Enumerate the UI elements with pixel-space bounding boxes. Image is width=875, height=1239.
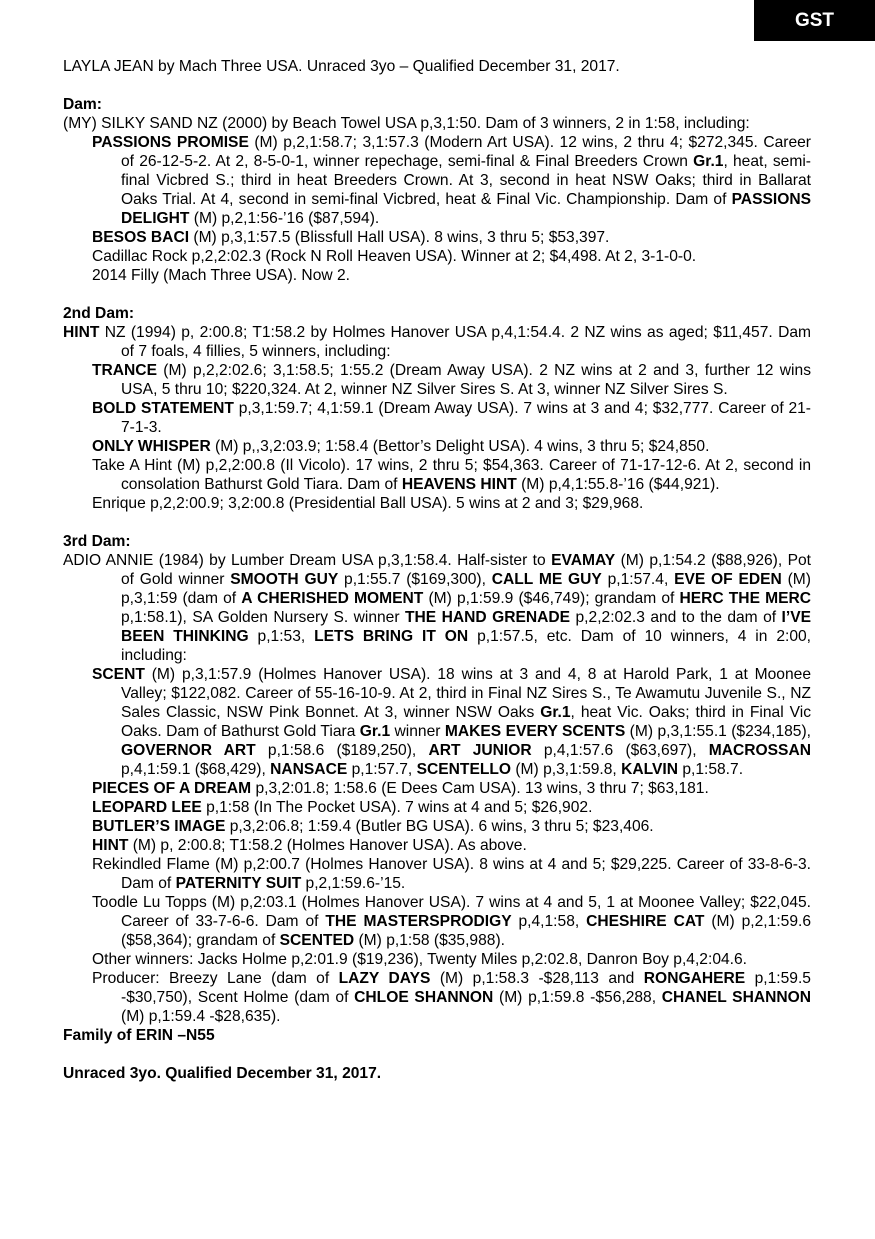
dam3-progeny-1 <box>63 665 811 779</box>
dam-heading: Dam: <box>63 96 102 113</box>
family-line: Family of ERIN –N55 <box>63 1027 215 1044</box>
dam3-progeny-7 <box>63 893 811 950</box>
horse-name: BOLD STATEMENT <box>92 400 234 417</box>
horse-name: Gr.1 <box>693 153 724 170</box>
entry-text: Rekindled Flame (M) p,2:00.7 (Holmes Hanover USA). 8 wins at 4 and 5; $29,225. Career of 33-8-6-3. Dam of <box>92 856 811 892</box>
dam2-progeny-5: Enrique p,2,2:00.9; 3,2:00.8 (Presidential Ball USA). 5 wins at 2 and 3; $29,968. <box>92 495 644 512</box>
entry-text: Toodle Lu Topps (M) p,2:03.1 (Holmes Hanover USA). 7 wins at 4 and 5, 1 at Moonee Valley; $22,045. Career of 33-7-6-6. Dam of <box>92 894 811 930</box>
horse-name: THE MASTERSPRODIGY <box>325 913 512 930</box>
horse-name: Gr.1 <box>540 704 571 721</box>
horse-name: I’VE BEEN THINKING <box>121 609 812 645</box>
entry-text: p,1:57.7, <box>347 761 417 778</box>
horse-name: HINT <box>92 837 129 854</box>
dam3-other-winners: Other winners: Jacks Holme p,2:01.9 ($19,236), Twenty Miles p,2:02.8, Danron Boy p,4,2:04.6. <box>92 951 747 968</box>
horse-name: TRANCE <box>92 362 157 379</box>
dam3-progeny-3 <box>63 798 811 817</box>
horse-title: LAYLA JEAN by Mach Three USA. Unraced 3yo – Qualified December 31, 2017. <box>63 58 620 75</box>
dam3-progeny-4 <box>63 817 811 836</box>
entry-text: p,1:57.4, <box>601 571 675 588</box>
entry-text: ADIO ANNIE (1984) by Lumber Dream USA p,3,1:58.4. Half-sister to <box>63 552 552 569</box>
dam2-progeny-2 <box>63 399 811 437</box>
entry-text: p,2,1:59.6-’15. <box>301 875 406 892</box>
horse-name: PASSIONS PROMISE <box>92 134 249 151</box>
horse-name: Gr.1 <box>359 723 391 740</box>
entry-text: p,1:53, <box>248 628 315 645</box>
entry-text: NZ (1994) p, 2:00.8; T1:58.2 by Holmes Hanover USA p,4,1:54.4. 2 NZ wins as aged; $11,457. Dam of 7 foals, 4 fillies, 5 winners, including: <box>99 324 811 360</box>
entry-text: (M) p,2,1:59.6 ($58,364); grandam of <box>121 913 811 949</box>
entry-text: (M) p, 2:00.8; T1:58.2 (Holmes Hanover USA). As above. <box>128 837 527 854</box>
horse-name: PASSIONS DELIGHT <box>121 191 811 227</box>
entry-text: , heat Vic. Oaks; third in Final Vic Oaks. Dam of Bathurst Gold Tiara <box>121 704 811 740</box>
dam-main: (MY) SILKY SAND NZ (2000) by Beach Towel USA p,3,1:50. Dam of 3 winners, 2 in 1:58, including: <box>63 115 750 132</box>
horse-name: A CHERISHED MOMENT <box>241 590 424 607</box>
entry-text: p,1:58.7. <box>678 761 744 778</box>
horse-name: ONLY WHISPER <box>92 438 211 455</box>
horse-name: RONGAHERE <box>643 970 746 987</box>
entry-text: (M) p,3,1:59.8, <box>511 761 622 778</box>
entry-text: p,2,2:02.3 and to the dam of <box>570 609 782 626</box>
entry-text: (M) p,3,1:59 (dam of <box>121 571 811 607</box>
horse-name: SCENTED <box>279 932 355 949</box>
horse-name: HEAVENS HINT <box>401 476 517 493</box>
entry-text: p,3,2:01.8; 1:58.6 (E Dees Cam USA). 13 wins, 3 thru 7; $63,181. <box>251 780 709 797</box>
entry-text: p,1:55.7 ($169,300), <box>338 571 492 588</box>
entry-text: (M) p,1:59.8 -$56,288, <box>493 989 662 1006</box>
entry-text: , heat, semi-final Vicbred S.; third in heat Breeders Crown. At 3, second in heat NSW Oaks; third in Ballarat Oaks Trial. At 4, second in semi-final Vicbred, heat & Final Vic. Championship. Dam of <box>121 153 811 208</box>
entry-text: p,1:59.5 -$30,750), Scent Holme (dam of <box>121 970 811 1006</box>
horse-name: GOVERNOR ART <box>121 742 256 759</box>
horse-name: LEOPARD LEE <box>92 799 202 816</box>
entry-text: p,1:58.1), SA Golden Nursery S. winner <box>121 609 405 626</box>
horse-name: MAKES EVERY SCENTS <box>444 723 626 740</box>
horse-name: PATERNITY SUIT <box>175 875 302 892</box>
entry-text: (M) p,3,1:57.5 (Blissfull Hall USA). 8 wins, 3 thru 5; $53,397. <box>189 229 610 246</box>
dam-progeny-3: Cadillac Rock p,2,2:02.3 (Rock N Roll Heaven USA). Winner at 2; $4,498. At 2, 3-1-0-0. <box>92 248 697 265</box>
gst-badge: GST <box>754 0 875 41</box>
horse-name: SCENT <box>92 666 145 683</box>
pedigree-page <box>63 57 811 1083</box>
dam2-progeny-1 <box>63 361 811 399</box>
dam2-main <box>63 323 811 361</box>
horse-name: NANSACE <box>270 761 348 778</box>
dam3-producers <box>63 969 811 1026</box>
horse-name: CHANEL SHANNON <box>661 989 812 1006</box>
entry-text: (M) p,,3,2:03.9; 1:58.4 (Bettor’s Delight USA). 4 wins, 3 thru 5; $24,850. <box>210 438 710 455</box>
dam3-progeny-5 <box>63 836 811 855</box>
horse-name: PIECES OF A DREAM <box>92 780 252 797</box>
footer-note: Unraced 3yo. Qualified December 31, 2017. <box>63 1065 382 1082</box>
entry-text: (M) p,1:58.3 -$28,113 and <box>430 970 644 987</box>
entry-text: (M) p,1:58 ($35,988). <box>354 932 505 949</box>
entry-text: (M) p,3,1:57.9 (Holmes Hanover USA). 18 wins at 3 and 4, 8 at Harold Park, 1 at Moonee Valley; $122,082. Career of 55-16-10-9. At 2, third in Final NZ Sires S., Te Awamutu Juvenile S., NZ Sales Classic, NSW Pink Bonnet. At 3, winner NSW Oaks <box>121 666 811 721</box>
entry-text: Producer: Breezy Lane (dam of <box>92 970 339 987</box>
horse-name: LETS BRING IT ON <box>314 628 469 645</box>
entry-text: Take A Hint (M) p,2,2:00.8 (Il Vicolo). 17 wins, 2 thru 5; $54,363. Career of 71-17-12-6. At 2, second in consolation Bathurst Gold Tiara. Dam of <box>92 457 811 493</box>
horse-name: EVAMAY <box>551 552 616 569</box>
dam-progeny-4: 2014 Filly (Mach Three USA). Now 2. <box>92 267 350 284</box>
horse-name: MACROSSAN <box>708 742 811 759</box>
dam3-main <box>63 551 811 665</box>
entry-text: (M) p,1:59.9 ($46,749); grandam of <box>423 590 680 607</box>
horse-name: CALL ME GUY <box>491 571 602 588</box>
entry-text: (M) p,4,1:55.8-’16 ($44,921). <box>516 476 720 493</box>
dam3-progeny-6 <box>63 855 811 893</box>
horse-name: HERC THE MERC <box>679 590 812 607</box>
dam2-progeny-3 <box>63 437 811 456</box>
entry-text: p,3,1:59.7; 4,1:59.1 (Dream Away USA). 7 wins at 3 and 4; $32,777. Career of 21-7-1-3. <box>121 400 811 436</box>
horse-name: BESOS BACI <box>92 229 190 246</box>
entry-text: (M) p,3,1:55.1 ($234,185), <box>625 723 811 740</box>
horse-name: CHLOE SHANNON <box>354 989 494 1006</box>
dam3-progeny-2 <box>63 779 811 798</box>
dam2-progeny-4 <box>63 456 811 494</box>
entry-text: winner <box>390 723 445 740</box>
dam3-heading: 3rd Dam: <box>63 533 131 550</box>
horse-name: THE HAND GRENADE <box>404 609 571 626</box>
horse-name: EVE OF EDEN <box>674 571 782 588</box>
horse-name: ART JUNIOR <box>428 742 532 759</box>
horse-name: BUTLER’S IMAGE <box>92 818 226 835</box>
entry-text: (M) p,2,1:58.7; 3,1:57.3 (Modern Art USA). 12 wins, 2 thru 4; $272,345. Career of 26-12-5-2. At 2, 8-5-0-1, winner repechage, semi-final & Final Breeders Crown <box>121 134 811 170</box>
entry-text: (M) p,2,2:02.6; 3,1:58.5; 1:55.2 (Dream Away USA). 2 NZ wins at 2 and 3, further 12 wins USA, 5 thru 10; $220,324. At 2, winner NZ Silver Sires S. At 3, winner NZ Silver Sires S. <box>121 362 811 398</box>
entry-text: p,4,1:59.1 ($68,429), <box>121 761 271 778</box>
dam2-heading: 2nd Dam: <box>63 305 135 322</box>
entry-text: (M) p,2,1:56-’16 ($87,594). <box>189 210 380 227</box>
entry-text: p,1:58 (In The Pocket USA). 7 wins at 4 and 5; $26,902. <box>201 799 593 816</box>
dam-progeny-2 <box>63 228 811 247</box>
horse-name: KALVIN <box>621 761 678 778</box>
dam-progeny-1 <box>63 133 811 228</box>
horse-name: CHESHIRE CAT <box>586 913 705 930</box>
horse-name: SMOOTH GUY <box>230 571 339 588</box>
entry-text: (M) p,1:54.2 ($88,926), Pot of Gold winner <box>121 552 811 588</box>
entry-text: p,1:58.6 ($189,250), <box>255 742 429 759</box>
entry-text: p,4,1:58, <box>511 913 587 930</box>
horse-name: LAZY DAYS <box>338 970 431 987</box>
entry-text: p,4,1:57.6 ($63,697), <box>531 742 709 759</box>
entry-text: p,3,2:06.8; 1:59.4 (Butler BG USA). 6 wins, 3 thru 5; $23,406. <box>225 818 654 835</box>
entry-text: (M) p,1:59.4 -$28,635). <box>121 1008 281 1025</box>
entry-text: p,1:57.5, etc. Dam of 10 winners, 4 in 2:00, including: <box>121 628 812 664</box>
horse-name: SCENTELLO <box>416 761 512 778</box>
horse-name: HINT <box>63 324 100 341</box>
